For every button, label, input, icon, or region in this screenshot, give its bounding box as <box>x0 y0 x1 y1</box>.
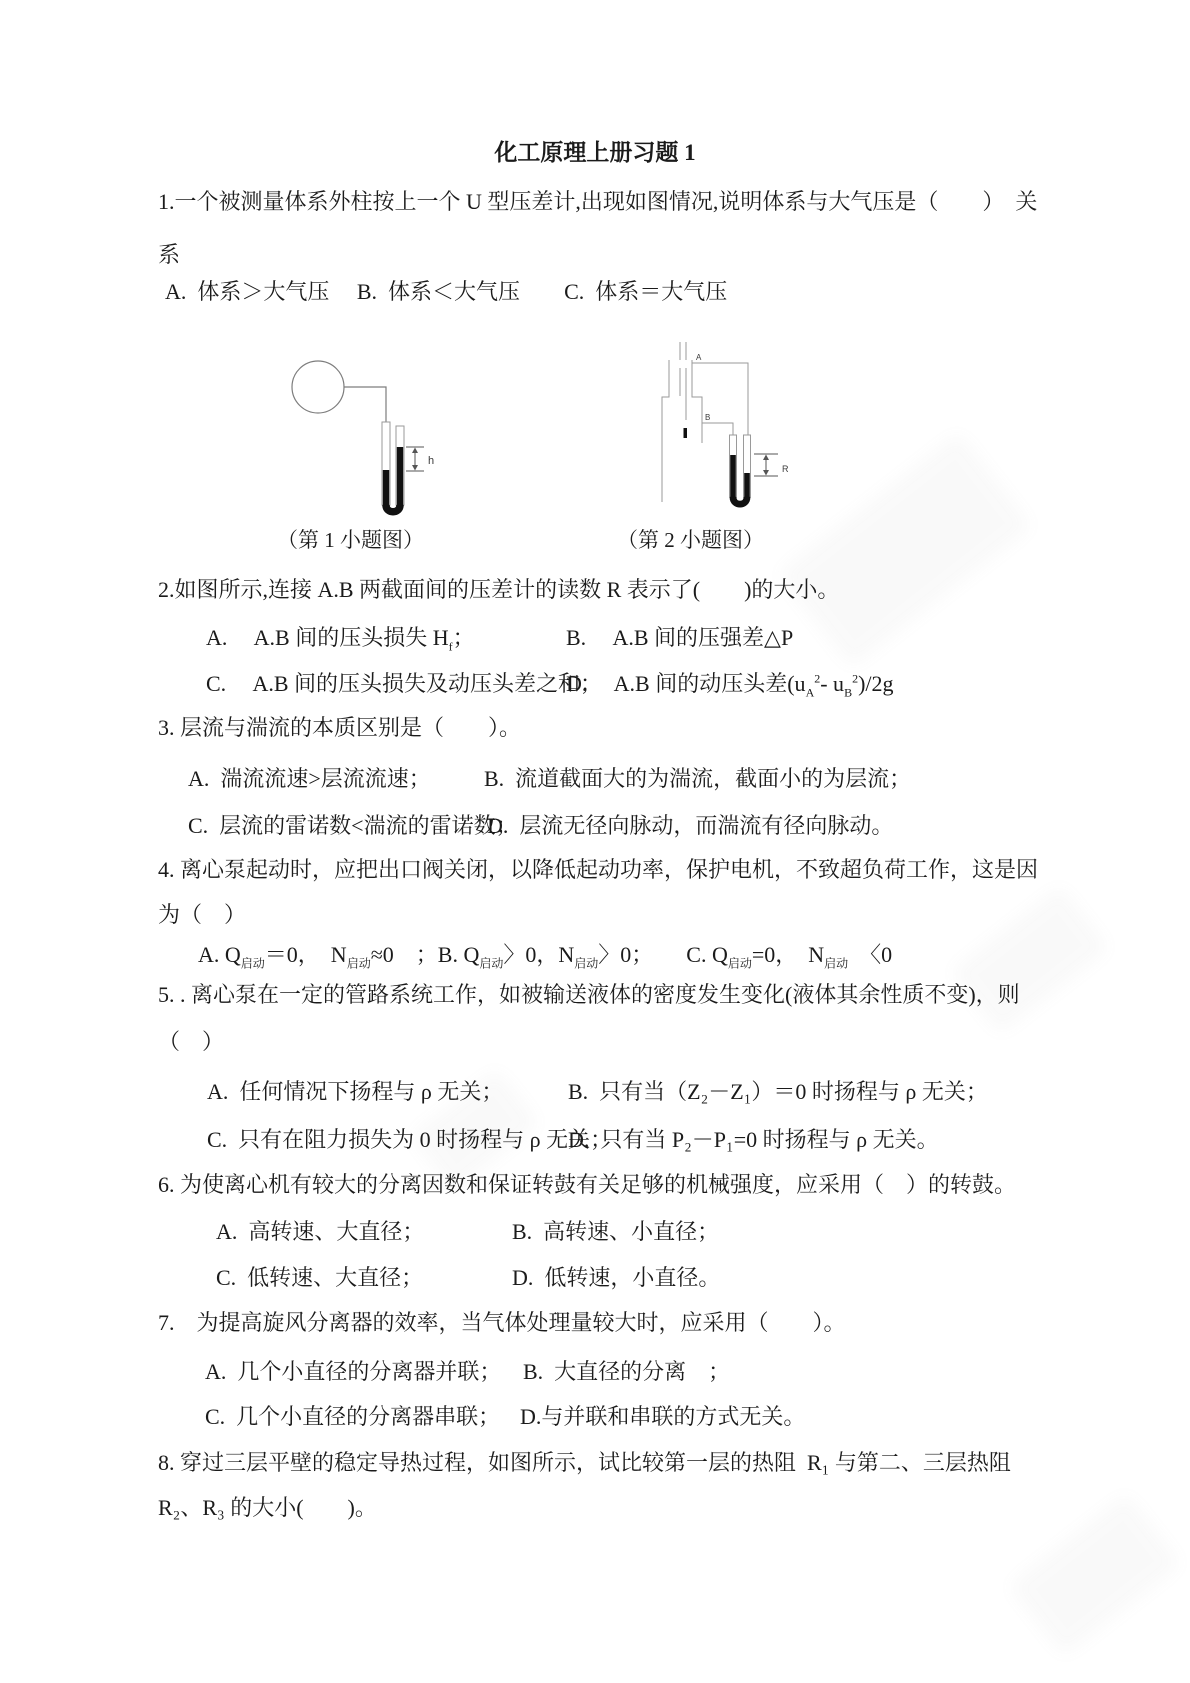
q2-option-a-tail: ； <box>452 625 475 650</box>
q4-sub-4: 启动 <box>574 956 599 971</box>
q2-option-a-subscript: f <box>448 639 453 654</box>
q6-option-d: D. 低转速，小直径。 <box>512 1265 721 1290</box>
r-label: R <box>782 464 789 474</box>
figure-1-caption: （第 1 小题图） <box>277 528 424 552</box>
q5-options-row-1 <box>0 1075 1190 1105</box>
q4-opt-p6: =0， N <box>751 942 825 967</box>
q4-opt-p4: 〉0，N <box>503 942 575 967</box>
pipe-left-wall <box>662 360 669 502</box>
q4-opt-p5: 〉0； C. Q <box>598 942 728 967</box>
q5-options-row-2 <box>0 1123 1190 1153</box>
q2-option-d-text: D. A.B 间的动压头差(u <box>566 671 806 696</box>
section-a-label: A <box>696 353 702 362</box>
q2-options-row-2 <box>0 667 1190 700</box>
pipe-right-wall <box>692 360 702 443</box>
q2-option-b: B. A.B 间的压强差△P <box>566 625 794 650</box>
arrow-up-icon <box>412 448 418 454</box>
q2-option-d-sub-a: A <box>805 685 815 700</box>
h-label: h <box>428 455 435 467</box>
q4-stem-line2: 为（ ） <box>158 902 247 927</box>
q2-option-c: C. A.B 间的压头损失及动压头差之和； <box>206 671 603 696</box>
mercury-left-column <box>383 470 389 506</box>
q4-sub-5: 启动 <box>727 956 752 971</box>
section-b-label: B <box>705 413 711 422</box>
arrow-down-icon <box>412 465 418 471</box>
q4-opt-p7: 〈0 <box>848 942 893 967</box>
q8-stem-line2: R₂、R₃ 的大小( )。 <box>158 1495 377 1520</box>
q4-opt-p2: ＝0， N <box>264 942 347 967</box>
page-title: 化工原理上册习题 1 <box>494 140 696 165</box>
q8-stem-line1: 8. 穿过三层平壁的稳定导热过程，如图所示，试比较第一层的热阻 R₁ 与第二、三层热阻 <box>158 1450 1011 1475</box>
q3-option-d: D. 层流无径向脉动，而湍流有径向脉动。 <box>487 813 894 838</box>
q2-option-d-mid: - u <box>820 671 845 696</box>
mercury-right-column <box>744 473 750 497</box>
q3-option-a: A. 湍流流速>层流流速； <box>188 766 431 791</box>
q2-option-d-sub-b: B <box>844 685 853 700</box>
q7-options-row-1 <box>0 1355 1190 1385</box>
q5-option-b: B. 只有当（Z₂－Z₁）＝0 时扬程与 ρ 无关； <box>568 1079 988 1104</box>
q4-options <box>198 940 892 970</box>
q5-option-a: A. 任何情况下扬程与 ρ 无关； <box>207 1079 504 1104</box>
arrow-down-icon <box>763 470 769 476</box>
q3-options-row-1 <box>0 762 1190 792</box>
q5-stem-line2: （ ） <box>158 1029 225 1054</box>
q4-sub-2: 启动 <box>346 956 371 971</box>
q6-option-a: A. 高转速、大直径； <box>216 1219 425 1244</box>
vessel-circle <box>292 361 344 413</box>
q2-option-d-tail: )/2g <box>858 671 894 696</box>
q2-option-d <box>566 667 894 698</box>
q6-option-c: C. 低转速、大直径； <box>216 1265 424 1290</box>
arrow-up-icon <box>763 455 769 461</box>
q2-stem: 2.如图所示,连接 A.B 两截面间的压差计的读数 R 表示了( )的大小。 <box>158 577 840 602</box>
watermark-smudge <box>1008 1493 1182 1656</box>
tap-line-lower <box>702 423 733 435</box>
figure-2-pipe-manometer-diagram <box>640 330 825 535</box>
mercury-u-bend <box>386 505 400 512</box>
pipe-mark <box>684 428 688 438</box>
q5-option-c: C. 只有在阻力损失为 0 时扬程与 ρ 无关； <box>207 1127 613 1152</box>
q3-options-row-2 <box>0 809 1190 839</box>
q7-option-b: B. 大直径的分离 ； <box>523 1359 731 1384</box>
mercury-left-column <box>730 455 736 497</box>
q7-option-d: D.与并联和串联的方式无关。 <box>520 1404 806 1429</box>
mercury-right-column <box>397 447 403 506</box>
mercury-u-bend <box>733 497 747 504</box>
q5-option-d: D. 只有当 P₂－P₁=0 时扬程与 ρ 无关。 <box>568 1127 939 1152</box>
tap-line-upper <box>692 363 748 435</box>
figure-1-manometer-diagram <box>280 330 450 525</box>
q2-option-a <box>206 621 475 652</box>
q1-options: A. 体系＞大气压 B. 体系＜大气压 C. 体系＝大气压 <box>165 279 728 304</box>
q6-stem: 6. 为使离心机有较大的分离因数和保证转鼓有关足够的机械强度，应采用（ ）的转鼓。 <box>158 1172 1017 1197</box>
q2-option-a-text: A. A.B 间的压头损失 H <box>206 625 449 650</box>
q4-opt-p3: ≈0 ；B. Q <box>370 942 480 967</box>
q2-option-d-sup-b: 2 <box>852 671 859 686</box>
q1-stem-line2: 系 <box>158 242 181 267</box>
q3-option-b: B. 流道截面大的为湍流，截面小的为层流； <box>484 766 912 791</box>
q6-option-b: B. 高转速、小直径； <box>512 1219 720 1244</box>
q7-options-row-2 <box>0 1400 1190 1430</box>
q6-options-row-1 <box>0 1215 1190 1245</box>
q7-option-c: C. 几个小直径的分离器串联； <box>205 1404 501 1429</box>
q4-stem-line1: 4. 离心泵起动时，应把出口阀关闭，以降低起动功率，保护电机，不致超负荷工作，这是因 <box>158 857 1039 882</box>
q2-options-row-1 <box>0 621 1190 654</box>
q2-option-d-sup-a: 2 <box>814 671 821 686</box>
q3-option-c: C. 层流的雷诺数<湍流的雷诺数； <box>188 813 518 838</box>
inner-pipe-lines <box>680 342 686 420</box>
q7-stem: 7. 为提高旋风分离器的效率，当气体处理量较大时，应采用（ ）。 <box>158 1310 846 1335</box>
q4-sub-1: 启动 <box>240 956 265 971</box>
q4-sub-3: 启动 <box>479 956 504 971</box>
figure-2-caption: （第 2 小题图） <box>617 528 764 552</box>
q1-stem-line1: 1.一个被测量体系外柱按上一个 U 型压差计,出现如图情况,说明体系与大气压是（ ） 关 <box>158 189 1038 214</box>
q6-options-row-2 <box>0 1261 1190 1291</box>
q5-stem-line1: 5. . 离心泵在一定的管路系统工作，如被输送液体的密度发生变化(液体其余性质不变)，则 <box>158 982 1020 1007</box>
q4-sub-6: 启动 <box>824 956 849 971</box>
q7-option-a: A. 几个小直径的分离器并联； <box>205 1359 502 1384</box>
watermark-smudge <box>950 885 1110 1034</box>
connecting-tube <box>344 387 386 422</box>
q3-stem: 3. 层流与湍流的本质区别是（ ）。 <box>158 715 522 740</box>
q4-opt-p1: A. Q <box>198 942 241 967</box>
